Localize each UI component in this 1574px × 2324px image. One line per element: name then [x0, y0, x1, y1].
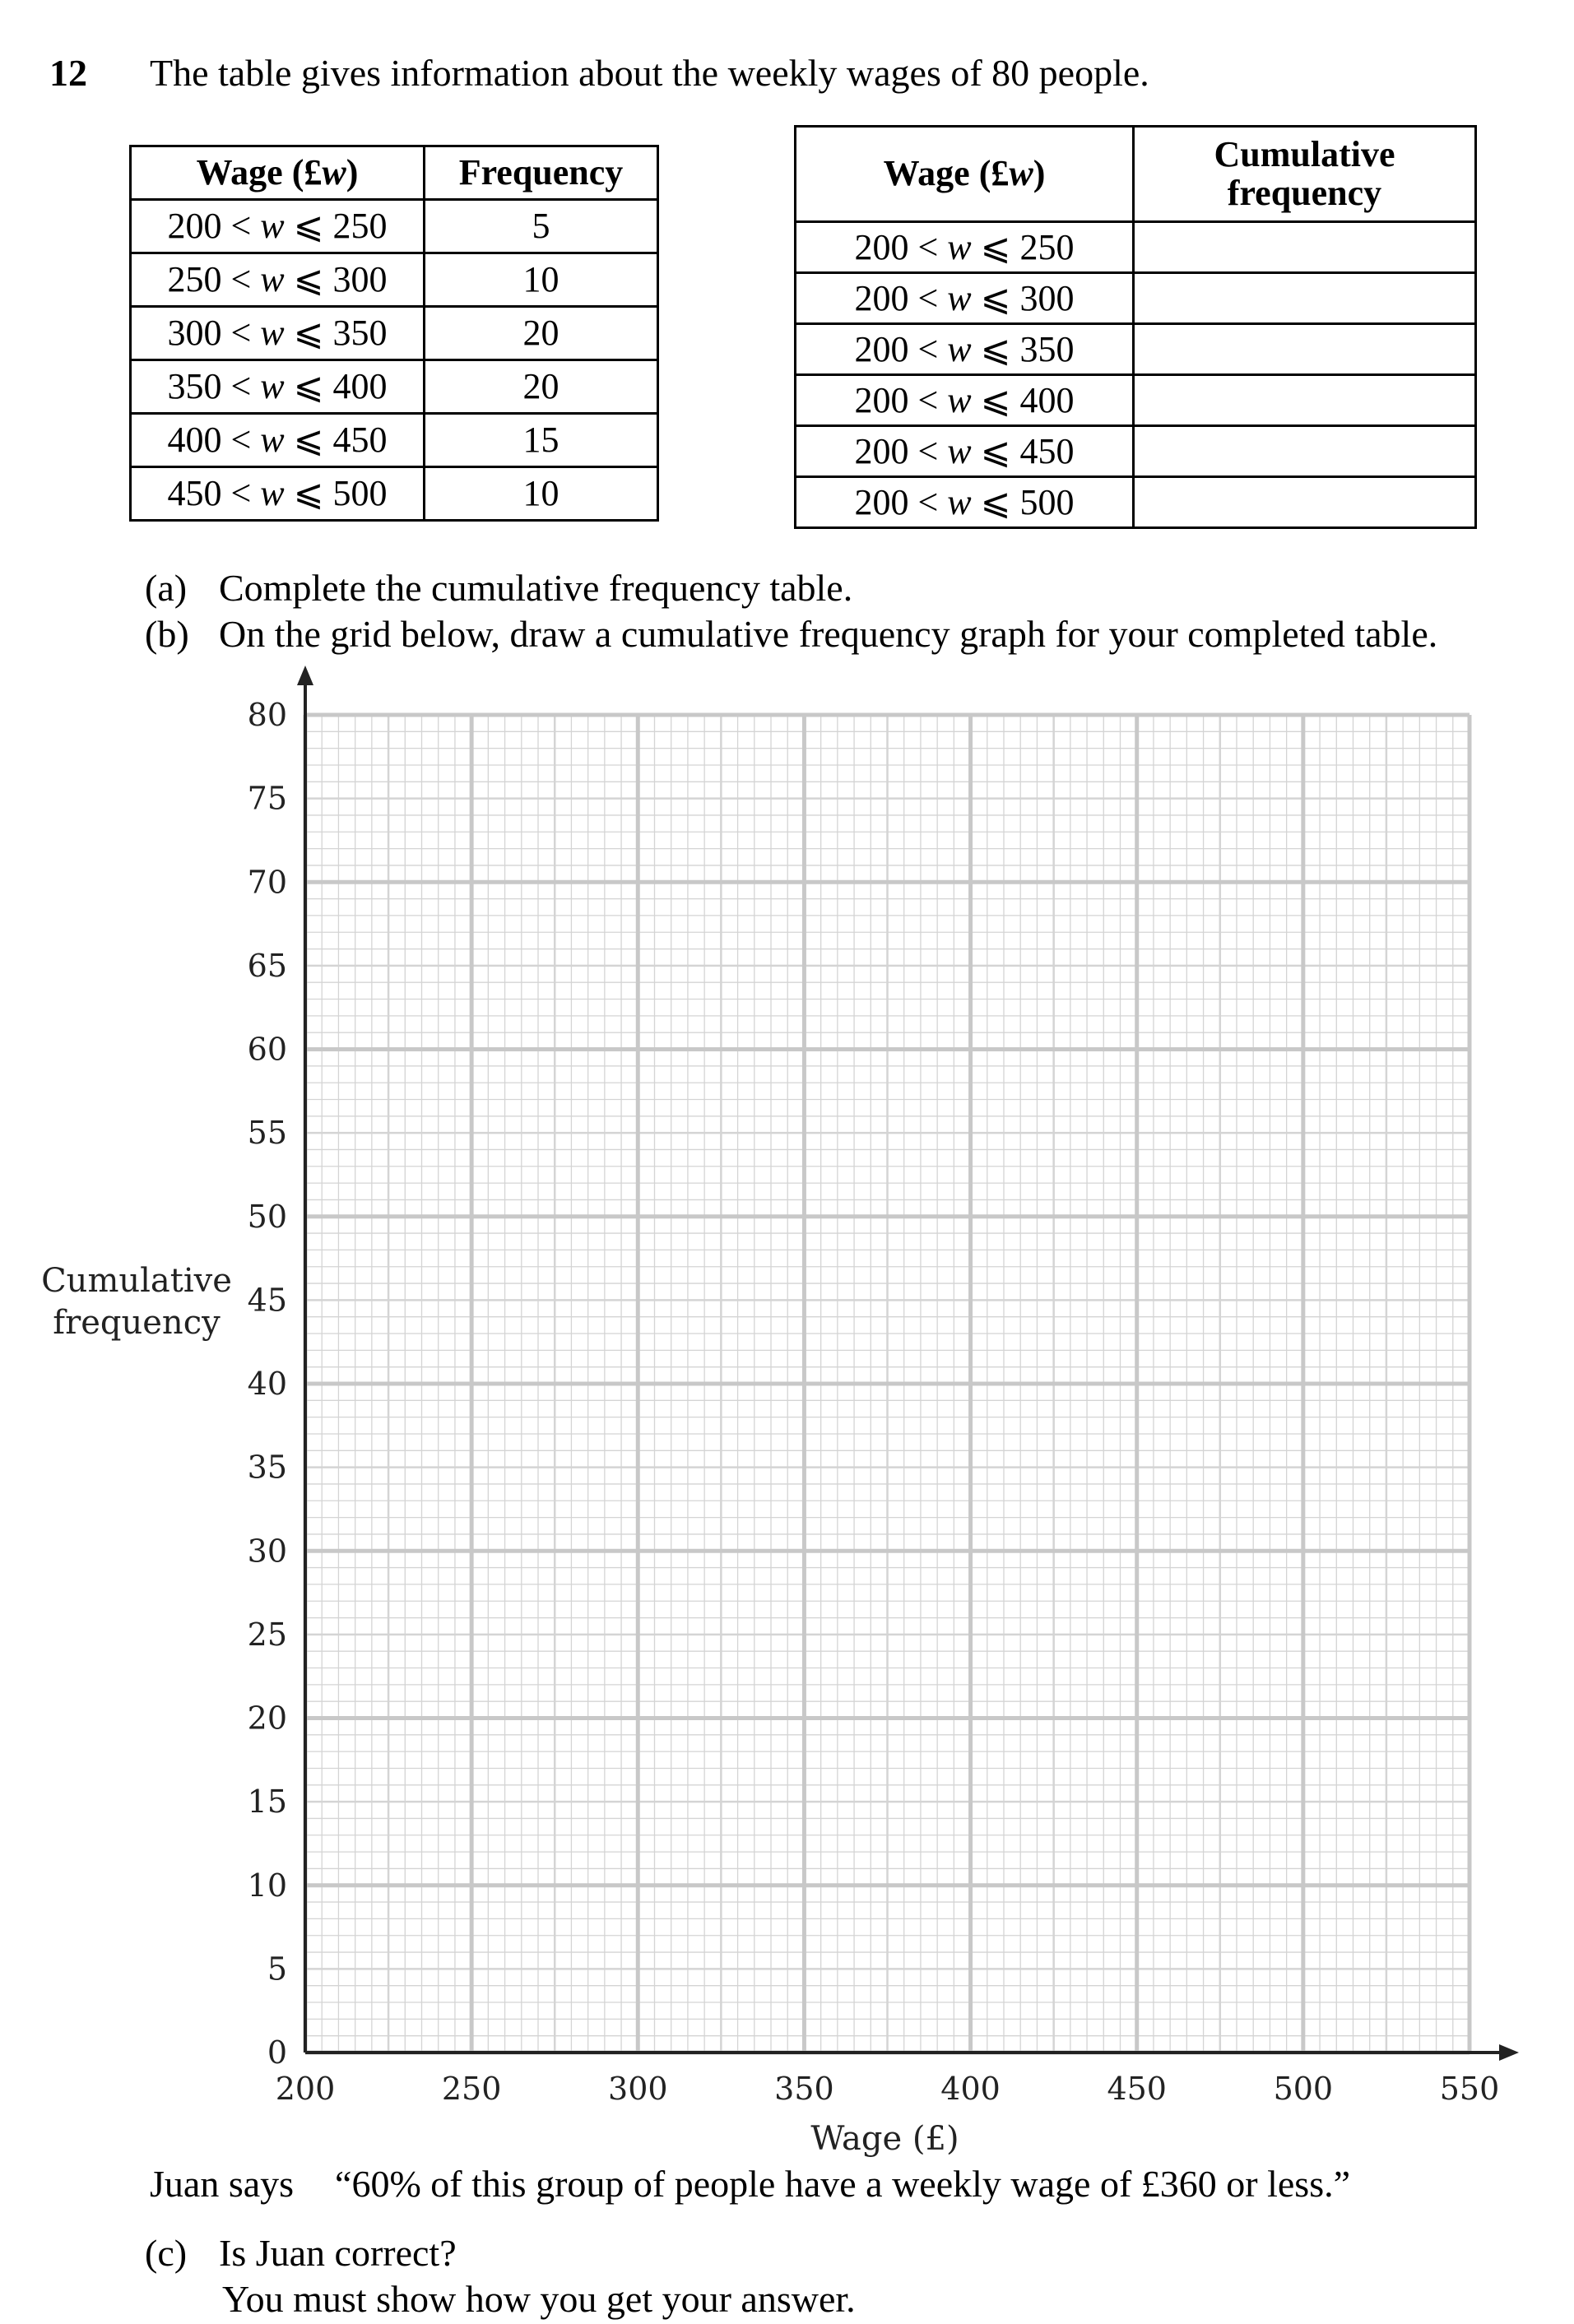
- freq-value-cell: 15: [425, 414, 658, 467]
- freq-interval-cell: 250 < w ⩽ 300: [131, 253, 425, 307]
- freq-interval-cell: 300 < w ⩽ 350: [131, 307, 425, 360]
- freq-interval-cell: 400 < w ⩽ 450: [131, 414, 425, 467]
- x-tick-label: 250: [441, 2071, 502, 2107]
- cum-header-cumulative: [1134, 127, 1476, 222]
- y-tick-label: 5: [267, 1951, 287, 1988]
- part-b-text: On the grid below, draw a cumulative frequency graph for your completed table.: [219, 613, 1438, 655]
- freq-row: [131, 467, 658, 521]
- cum-row: [796, 375, 1476, 426]
- cumulative-frequency-table: [794, 125, 1477, 529]
- y-tick-label: 35: [247, 1449, 287, 1486]
- freq-row: [131, 414, 658, 467]
- x-tick-label: 300: [608, 2071, 668, 2107]
- y-tick-label: 0: [267, 2034, 287, 2071]
- freq-row: [131, 307, 658, 360]
- cum-answer-cell[interactable]: [1134, 477, 1476, 528]
- cum-interval-cell: 200 < w ⩽ 450: [796, 426, 1134, 477]
- freq-row: [131, 200, 658, 253]
- cum-row: [796, 324, 1476, 375]
- part-c-text: Is Juan correct?: [219, 2232, 457, 2274]
- part-a-text: Complete the cumulative frequency table.: [219, 567, 853, 609]
- freq-row: [131, 253, 658, 307]
- y-axis-label-line1: Cumulative: [41, 1262, 232, 1301]
- juan-intro: Juan says: [150, 2163, 295, 2205]
- cum-answer-cell[interactable]: [1134, 222, 1476, 273]
- y-axis-label-line2: frequency: [53, 1304, 221, 1343]
- y-tick-label: 80: [247, 697, 287, 733]
- cum-answer-cell[interactable]: [1134, 324, 1476, 375]
- freq-row: [131, 360, 658, 414]
- cum-header-line2: frequency: [1227, 172, 1382, 213]
- question-intro: The table gives information about the weekly wages of 80 people.: [150, 52, 1149, 94]
- x-axis-label: Wage (£): [810, 2120, 959, 2158]
- freq-header-frequency: Frequency: [425, 146, 658, 200]
- cum-interval-cell: 200 < w ⩽ 250: [796, 222, 1134, 273]
- part-c-label: (c): [145, 2232, 188, 2274]
- y-tick-label: 70: [247, 864, 287, 901]
- cum-row: [796, 273, 1476, 324]
- cum-header-wage: Wage (£w): [796, 127, 1134, 222]
- freq-interval-cell: 200 < w ⩽ 250: [131, 200, 425, 253]
- cum-interval-cell: 200 < w ⩽ 500: [796, 477, 1134, 528]
- cumulative-frequency-grid: [0, 650, 1574, 2164]
- freq-value-cell: 10: [425, 467, 658, 521]
- freq-interval-cell: 350 < w ⩽ 400: [131, 360, 425, 414]
- y-tick-label: 30: [247, 1533, 287, 1570]
- freq-value-cell: 20: [425, 307, 658, 360]
- cum-row: [796, 426, 1476, 477]
- cum-interval-cell: 200 < w ⩽ 350: [796, 324, 1134, 375]
- x-tick-label: 450: [1107, 2071, 1167, 2107]
- part-a-label: (a): [145, 567, 188, 609]
- y-tick-label: 40: [247, 1366, 287, 1402]
- cum-row: [796, 222, 1476, 273]
- cum-answer-cell[interactable]: [1134, 426, 1476, 477]
- x-tick-label: 550: [1439, 2071, 1500, 2107]
- y-axis-arrow-icon: [297, 666, 313, 685]
- x-tick-label: 200: [275, 2071, 336, 2107]
- y-tick-label: 65: [247, 947, 287, 984]
- freq-header-wage: Wage (£w): [131, 146, 425, 200]
- y-tick-label: 55: [247, 1115, 287, 1152]
- cum-interval-cell: 200 < w ⩽ 400: [796, 375, 1134, 426]
- cum-answer-cell[interactable]: [1134, 273, 1476, 324]
- cum-answer-cell[interactable]: [1134, 375, 1476, 426]
- freq-value-cell: 10: [425, 253, 658, 307]
- y-tick-label: 45: [247, 1282, 287, 1319]
- y-tick-label: 10: [247, 1867, 287, 1904]
- juan-statement: [150, 2162, 1350, 2206]
- cum-row: [796, 477, 1476, 528]
- part-c: [145, 2231, 457, 2275]
- freq-value-cell: 5: [425, 200, 658, 253]
- y-tick-label: 75: [247, 780, 287, 817]
- frequency-table: [129, 145, 659, 522]
- cum-interval-cell: 200 < w ⩽ 300: [796, 273, 1134, 324]
- y-tick-label: 15: [247, 1784, 287, 1821]
- freq-interval-cell: 450 < w ⩽ 500: [131, 467, 425, 521]
- part-b-label: (b): [145, 613, 189, 655]
- y-tick-label: 50: [247, 1198, 287, 1235]
- part-a: [145, 566, 852, 610]
- part-c-instruction: You must show how you get your answer.: [222, 2278, 856, 2320]
- cum-header-line1: Cumulative: [1214, 134, 1395, 175]
- freq-value-cell: 20: [425, 360, 658, 414]
- x-axis-arrow-icon: [1499, 2044, 1519, 2061]
- x-tick-label: 400: [940, 2071, 1001, 2107]
- y-tick-label: 25: [247, 1616, 287, 1653]
- question-number: 12: [49, 52, 87, 94]
- y-tick-label: 20: [247, 1700, 287, 1737]
- juan-quote: “60% of this group of people have a weekly wage of £360 or less.”: [335, 2163, 1351, 2205]
- x-tick-label: 500: [1273, 2071, 1334, 2107]
- x-tick-label: 350: [774, 2071, 834, 2107]
- y-tick-label: 60: [247, 1031, 287, 1068]
